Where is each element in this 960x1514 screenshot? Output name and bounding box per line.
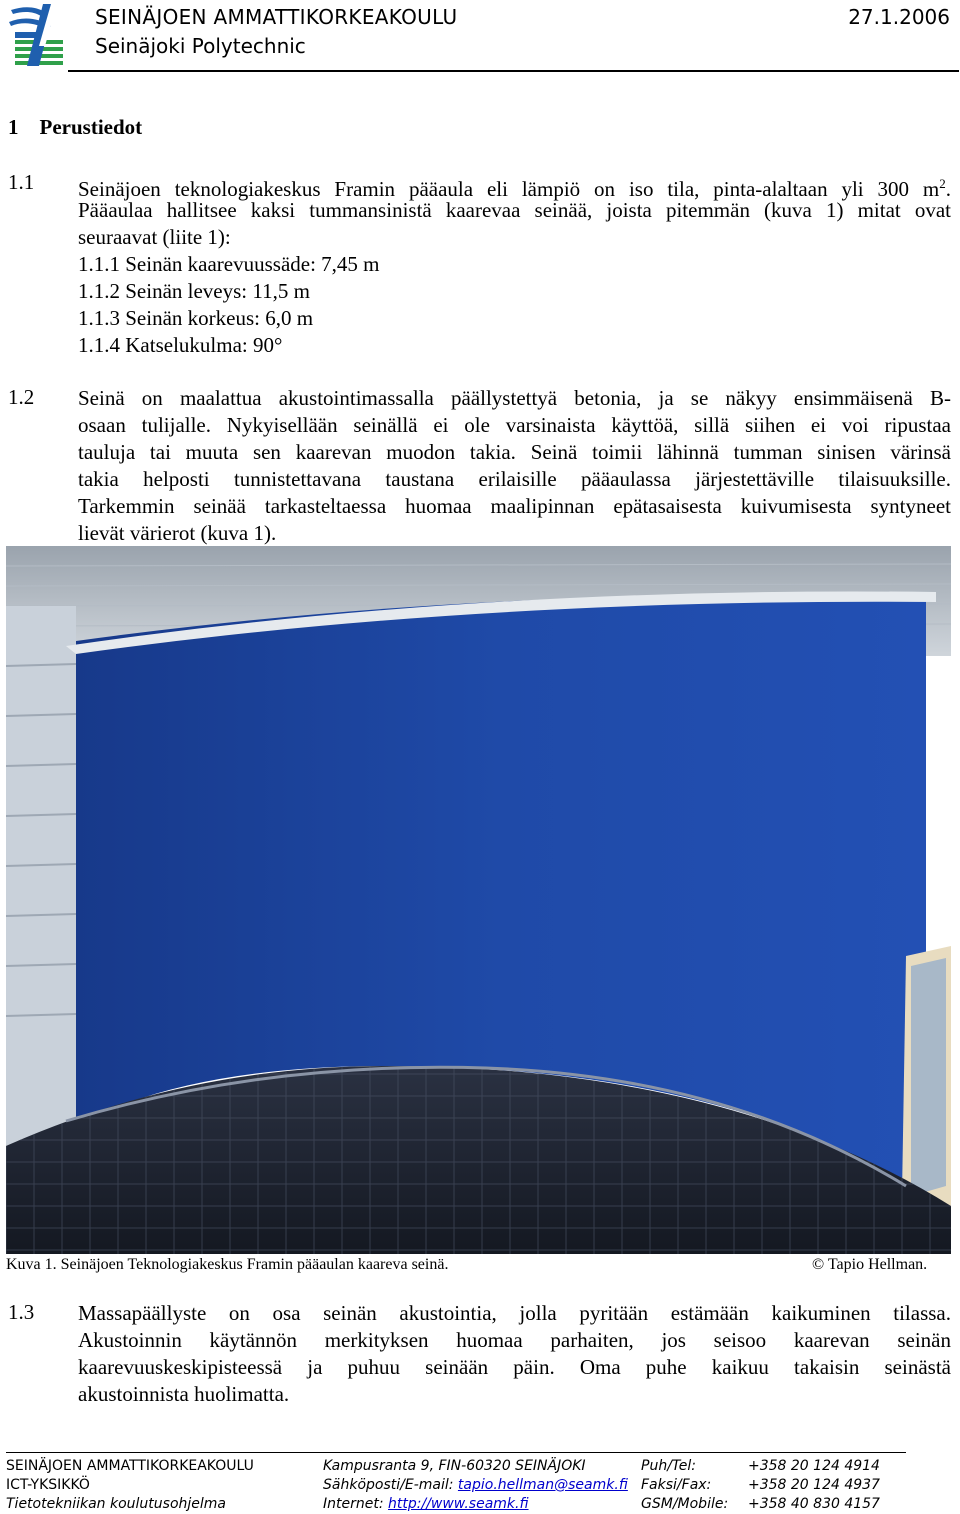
phone-label: Puh/Tel:	[641, 1458, 696, 1474]
paragraph-line: Seinäjoen teknologiakeskus Framin pääaula eli lämpiö on iso tila, pinta-alaltaan yli 300 $m^2$.	[78, 176, 951, 201]
footer-web: Internet: http://www.seamk.fi	[323, 1496, 529, 1512]
paragraph-1-3	[78, 1300, 951, 1408]
figure-credit: © Tapio Hellman.	[812, 1256, 928, 1273]
paragraph-number-1-1: 1.1	[8, 170, 35, 194]
document-date: 27.1.2006	[848, 5, 950, 29]
organization-name: SEINÄJOEN AMMATTIKORKEAKOULU	[95, 5, 458, 29]
paragraph-number-1-2: 1.2	[8, 385, 35, 409]
footer-programme: Tietotekniikan koulutusohjelma	[6, 1496, 226, 1512]
footer-address: Kampusranta 9, FIN-60320 SEINÄJOKI	[323, 1458, 586, 1474]
email-link[interactable]: tapio.hellman@seamk.fi	[457, 1477, 628, 1493]
footer-divider	[6, 1452, 906, 1453]
paragraph-line: Tarkemmin seinää tarkasteltaessa huomaa maalipinnan epätasaisesta kuivumisesta syntyneet	[78, 494, 951, 518]
paragraph-1-1	[78, 170, 951, 251]
section-number: 1	[8, 115, 19, 139]
mobile-label: GSM/Mobile:	[641, 1496, 729, 1512]
paragraph-number-1-3: 1.3	[8, 1300, 35, 1324]
section-heading	[8, 115, 142, 140]
spec-width: 1.1.2 Seinän leveys: 11,5 m	[78, 279, 310, 303]
figure-caption: Kuva 1. Seinäjoen Teknologiakeskus Framin pääaulan kaareva seinä.	[6, 1256, 449, 1273]
spec-radius: 1.1.1 Seinän kaarevuussäde: 7,45 m	[78, 252, 380, 276]
mobile-value: +358 40 830 4157	[748, 1496, 880, 1512]
fax-label: Faksi/Fax:	[641, 1477, 712, 1493]
superscript: 2	[939, 176, 946, 191]
paragraph-line: takia helposti tunnistettavana taustana erilaisille pääaulassa järjestettäville tilaisuuksille.	[78, 467, 951, 491]
paragraph-line: akustoinnista huolimatta.	[78, 1382, 290, 1406]
spec-viewing-angle: 1.1.4 Katselukulma: 90°	[78, 333, 283, 357]
website-link[interactable]: http://www.seamk.fi	[388, 1496, 529, 1512]
spec-height: 1.1.3 Seinän korkeus: 6,0 m	[78, 306, 314, 330]
footer-org-name: SEINÄJOEN AMMATTIKORKEAKOULU	[6, 1458, 254, 1474]
footer-email: Sähköposti/E-mail: tapio.hellman@seamk.fi	[323, 1477, 628, 1493]
footer-unit: ICT-YKSIKKÖ	[6, 1477, 90, 1493]
paragraph-line: Pääaulaa hallitsee kaksi tummansinistä kaarevaa seinää, joista pitemmän (kuva 1) mitat ovat	[78, 198, 951, 222]
paragraph-line: Massapäällyste on osa seinän akustointia, jolla pyritään estämään kaikuminen tilassa.	[78, 1301, 951, 1325]
paragraph-line: seuraavat (liite 1):	[78, 225, 231, 249]
organization-subtitle: Seinäjoki Polytechnic	[95, 34, 306, 58]
paragraph-line: osaan tulijalle. Nykyisellään seinällä ei ole varsinaista käyttöä, sillä siihen ei voi ripustaa	[78, 413, 951, 437]
paragraph-line: Seinä on maalattua akustointimassalla päällystettyä betonia, ja se näkyy ensimmäisenä B-	[78, 386, 951, 410]
curved-wall-photo	[6, 546, 951, 1254]
fax-value: +358 20 124 4937	[748, 1477, 880, 1493]
paragraph-line: tauluja tai muuta sen kaarevan muodon takia. Seinä toimii lähinnä tumman sinisen värinsä	[78, 440, 951, 464]
paragraph-line: kaarevuuskeskipisteessä ja puhuu seinään päin. Oma puhe kaikuu takaisin seinästä	[78, 1355, 951, 1379]
seamk-logo	[5, 2, 67, 68]
section-title: Perustiedot	[39, 115, 143, 139]
paragraph-line: Akustoinnin käytännön merkityksen huomaa parhaiten, jos seisoo kaarevan seinän	[78, 1328, 951, 1352]
paragraph-1-2	[78, 385, 951, 547]
paragraph-line: lievät värierot (kuva 1).	[78, 521, 277, 545]
header-divider	[68, 70, 959, 72]
phone-value: +358 20 124 4914	[748, 1458, 880, 1474]
